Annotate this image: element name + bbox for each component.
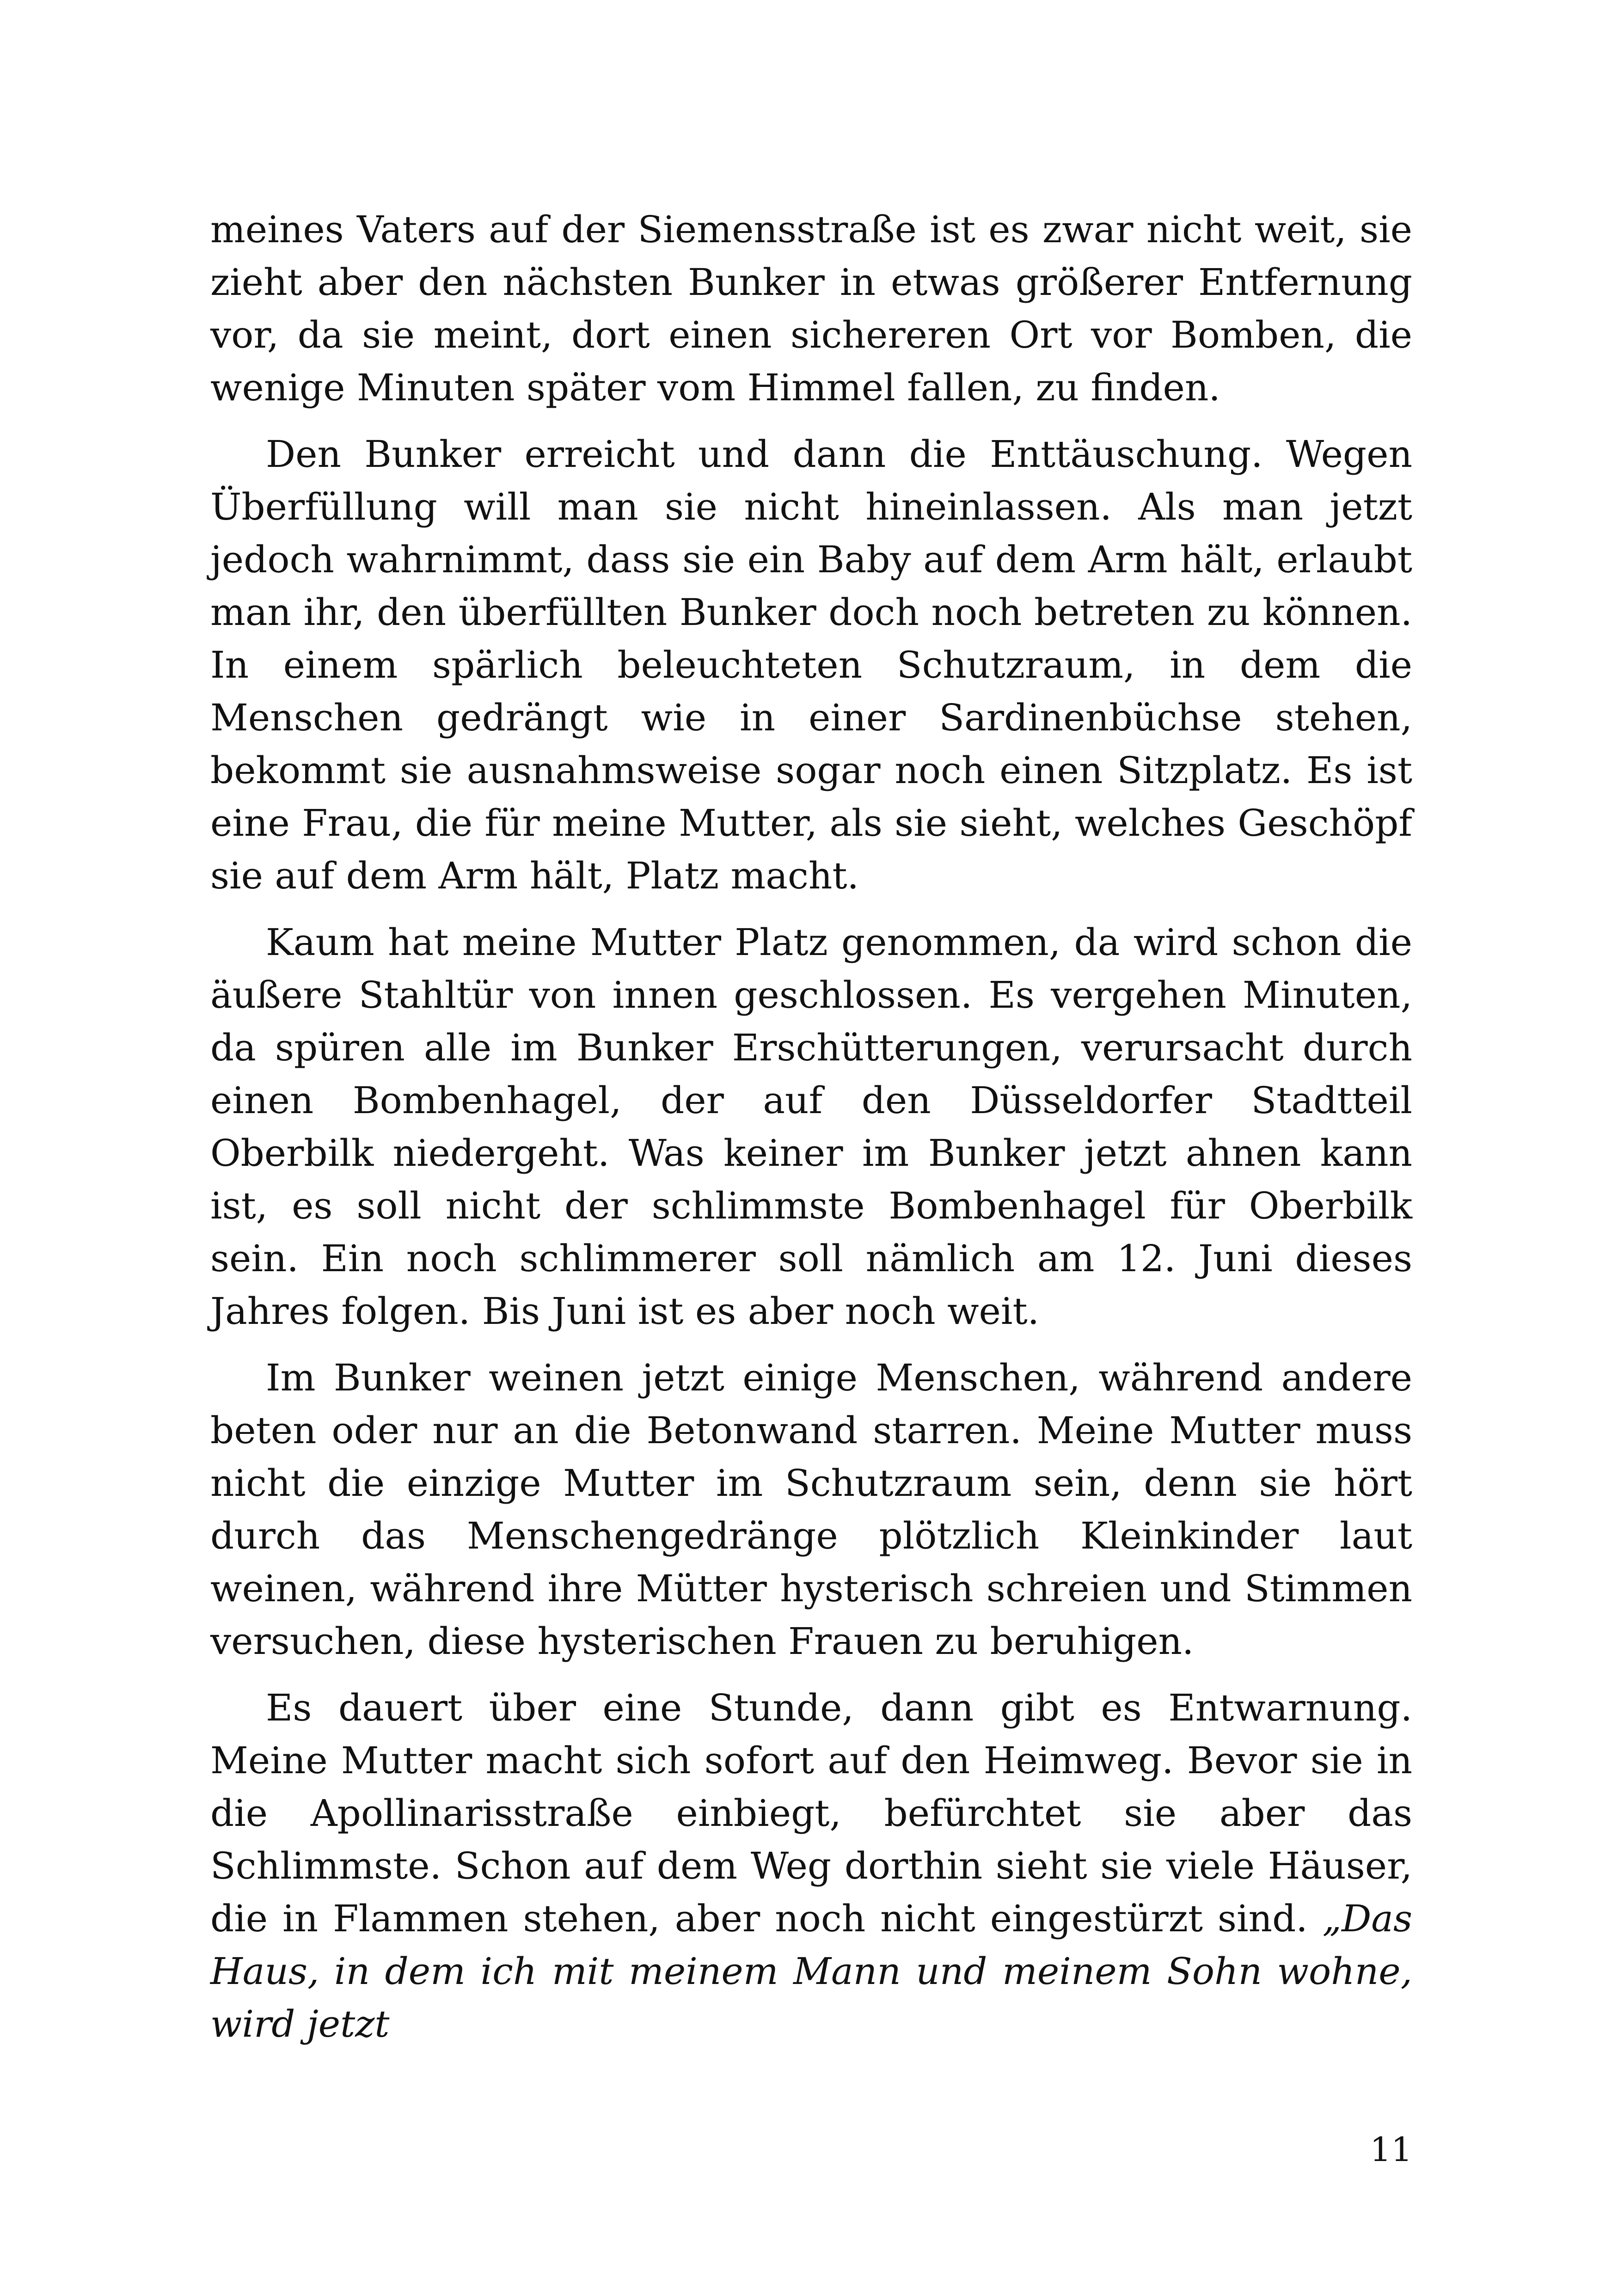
text-block [210, 203, 1412, 2064]
paragraph-5-italic-quote: „Das Haus, in dem ich mit meinem Mann und meinem Sohn wohne, wird jetzt [210, 1897, 1412, 2045]
paragraph-2: Den Bunker erreicht und dann die Enttäuschung. Wegen Überfüllung will man sie nicht hineinlassen. Als man jetzt jedoch wahrnimmt, dass sie ein Baby auf dem Arm hält, erlaubt man ihr, den überfüllten Bunker doch noch betreten zu können. In einem spärlich beleuchteten Schutzraum, in dem die Menschen gedrängt wie in einer Sardinenbüchse stehen, bekommt sie ausnahmsweise sogar noch einen Sitzplatz. Es ist eine Frau, die für meine Mutter, als sie sieht, welches Geschöpf sie auf dem Arm hält, Platz macht. [210, 433, 1412, 897]
paragraph-1: meines Vaters auf der Siemensstraße ist es zwar nicht weit, sie zieht aber den nächsten Bunker in etwas größerer Entfernung vor, da sie meint, dort einen sichereren Ort vor Bomben, die wenige Minuten später vom Himmel fallen, zu finden. [210, 208, 1412, 409]
paragraph-3: Kaum hat meine Mutter Platz genommen, da wird schon die äußere Stahltür von innen geschlossen. Es vergehen Minuten, da spüren alle im Bunker Erschütterungen, verursacht durch einen Bombenhagel, der auf den Düsseldorfer Stadtteil Oberbilk niedergeht. Was keiner im Bunker jetzt ahnen kann ist, es soll nicht der schlimmste Bombenhagel für Oberbilk sein. Ein noch schlimmerer soll nämlich am 12. Juni dieses Jahres folgen. Bis Juni ist es aber noch weit. [210, 921, 1412, 1333]
page-number: 11 [1370, 2130, 1412, 2169]
paragraph-5-text: Es dauert über eine Stunde, dann gibt es Entwarnung. Meine Mutter macht sich sofort auf den Heimweg. Bevor sie in die Apollinarisstraße einbiegt, befürchtet sie aber das Schlimmste. Schon auf dem Weg dorthin sieht sie viele Häuser, die in Flammen stehen, aber noch nicht eingestürzt sind. [210, 1686, 1412, 1940]
paragraph-4: Im Bunker weinen jetzt einige Menschen, während andere beten oder nur an die Betonwand starren. Meine Mutter muss nicht die einzige Mutter im Schutzraum sein, denn sie hört durch das Menschengedränge plötzlich Kleinkinder laut weinen, während ihre Mütter hysterisch schreien und Stimmen versuchen, diese hysterischen Frauen zu beruhigen. [210, 1356, 1412, 1663]
paragraph-5 [210, 1682, 1412, 2051]
